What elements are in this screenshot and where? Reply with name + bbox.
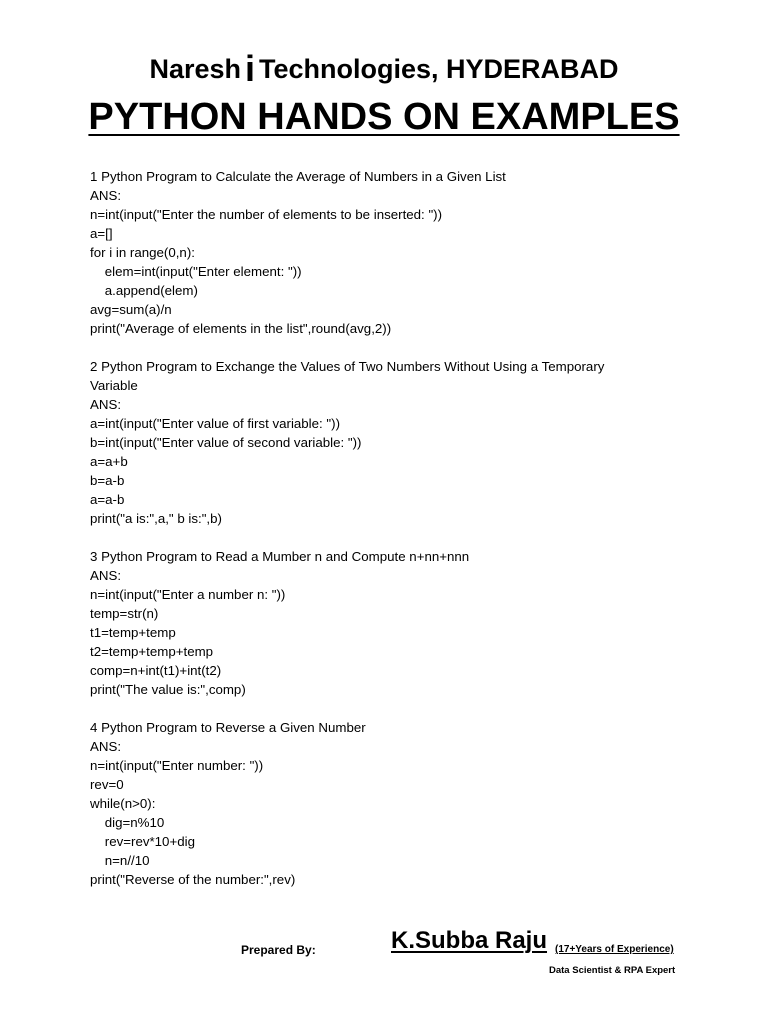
text-line: n=int(input("Enter number: ")) [90,758,264,773]
text-line: t1=temp+temp [90,625,176,640]
text-line: n=n//10 [90,853,150,868]
prepared-by-label: Prepared By: [241,943,316,957]
text-line: print("a is:",a," b is:",b) [90,511,222,526]
text-line: ANS: [90,188,122,203]
text-line: t2=temp+temp+temp [90,644,214,659]
text-line: print("Average of elements in the list",round(avg,2)) [90,321,392,336]
text-line: ANS: [90,397,122,412]
organization-name-i: i [245,48,256,89]
author-experience: (17+Years of Experience) [555,944,674,955]
text-line: while(n>0): [90,796,156,811]
text-line: for i in range(0,n): [90,245,195,260]
text-line: ANS: [90,739,122,754]
organization-title [0,48,768,90]
organization-name-part1: Naresh [149,54,241,84]
text-line: ANS: [90,568,122,583]
blank-line [90,338,690,357]
organization-name-part2: Technologies, HYDERABAD [259,54,619,84]
text-line: n=int(input("Enter the number of elements to be inserted: ")) [90,207,443,222]
text-line: rev=0 [90,777,124,792]
text-line: rev=rev*10+dig [90,834,195,849]
text-line: a=int(input("Enter value of first variable: ")) [90,416,340,431]
blank-line [90,528,690,547]
page-title: PYTHON HANDS ON EXAMPLES [88,96,680,138]
text-line: 3 Python Program to Read a Mumber n and Compute n+nn+nnn [90,549,470,564]
text-line: a=a+b [90,454,128,469]
text-line: b=int(input("Enter value of second variable: ")) [90,435,362,450]
text-line: comp=n+int(t1)+int(t2) [90,663,222,678]
text-line: elem=int(input("Enter element: ")) [90,264,302,279]
text-line: print("The value is:",comp) [90,682,246,697]
text-line: 2 Python Program to Exchange the Values of Two Numbers Without Using a Temporary [90,359,605,374]
text-line: print("Reverse of the number:",rev) [90,872,296,887]
text-line: 1 Python Program to Calculate the Average of Numbers in a Given List [90,169,506,184]
text-line: 4 Python Program to Reverse a Given Number [90,720,366,735]
text-line: Variable [90,378,138,393]
text-line: b=a-b [90,473,125,488]
blank-line [90,699,690,718]
text-line: avg=sum(a)/n [90,302,172,317]
text-line: a=[] [90,226,113,241]
author-role: Data Scientist & RPA Expert [549,965,676,976]
text-line: a.append(elem) [90,283,198,298]
examples-content [90,167,690,889]
text-line: temp=str(n) [90,606,159,621]
text-line: a=a-b [90,492,125,507]
text-line: dig=n%10 [90,815,165,830]
author-name: K.Subba Raju [391,927,548,954]
text-line: n=int(input("Enter a number n: ")) [90,587,286,602]
